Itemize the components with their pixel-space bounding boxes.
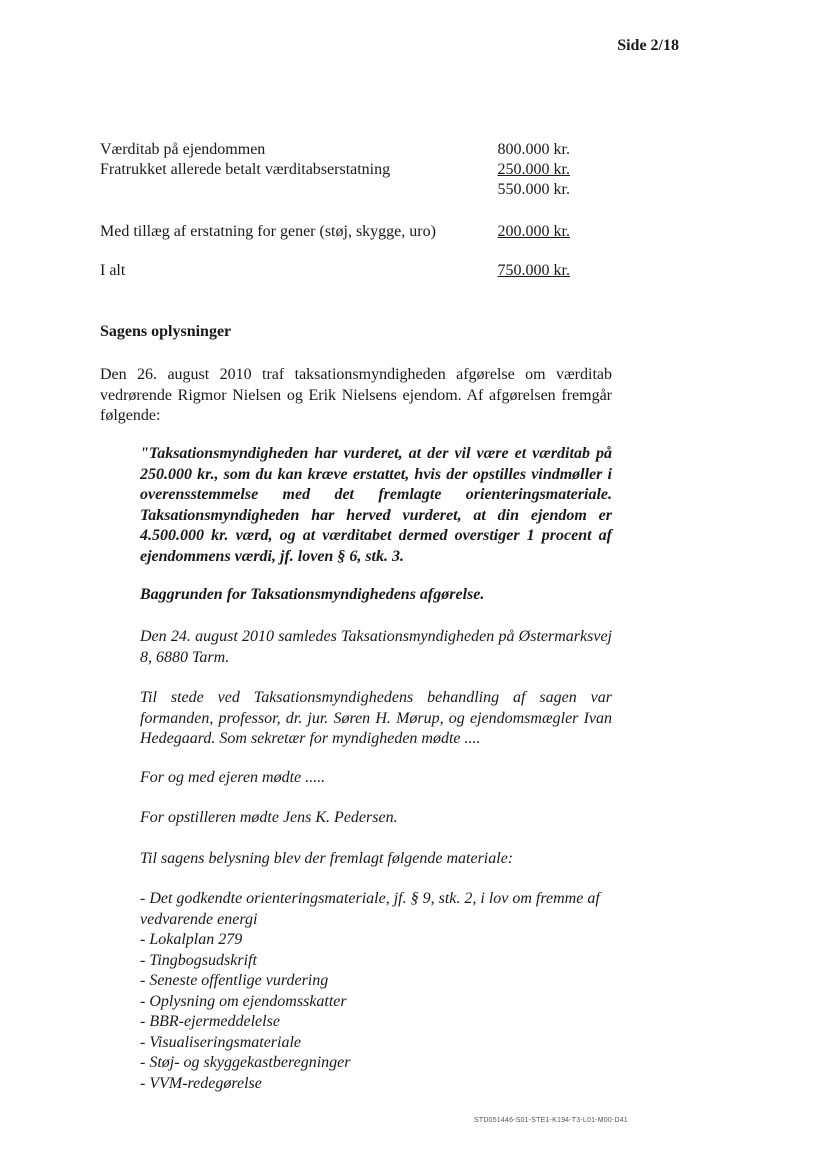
calc-label: Fratrukket allerede betalt værditabserstatning: [100, 161, 391, 178]
calc-amount: 550.000 kr.: [497, 181, 570, 198]
calc-row-total: [100, 262, 570, 282]
list-item: - Oplysning om ejendomsskatter: [140, 992, 347, 1010]
list-item: - Lokalplan 279: [140, 931, 243, 948]
calc-row-subtotal: [100, 181, 570, 201]
materials-list: [140, 889, 620, 1094]
calc-row-nuisance: [100, 223, 570, 243]
list-item: - BBR-ejermeddelelse: [140, 1013, 280, 1030]
quote-paragraph-meeting: Den 24. august 2010 samledes Taksationsmyndigheden på Østermarksvej 8, 6880 Tarm.: [140, 628, 612, 666]
calc-amount: 200.000 kr.: [497, 223, 570, 240]
quote-paragraph-attendees: Til stede ved Taksationsmyndighedens behandling af sagen var formanden, professor, dr. jur. Søren H. Mørup, og ejendomsmægler Ivan Hedegaard. Som sekretær for myndigheden mødte ....: [140, 689, 612, 747]
quote-paragraph-owner: For og med ejeren mødte .....: [140, 769, 326, 786]
list-item: - VVM-redegørelse: [140, 1074, 262, 1092]
quote-decision: "Taksationsmyndigheden har vurderet, at der vil være et værditab på 250.000 kr., som du kan kræve erstattet, hvis der opstilles vindmøller i overensstemmelse med det fremlagte orienteringsmateriale. Taksationsmyndigheden har herved vurderet, at din ejendom er 4.500.000 kr. værd, og at værditabet dermed overstiger 1 procent af ejendommens værdi, jf. loven § 6, stk. 3.: [140, 445, 612, 565]
calc-label: Med tillæg af erstatning for gener (støj, skygge, uro): [100, 223, 436, 240]
list-item: - Tingbogsudskrift: [140, 951, 257, 969]
calc-amount: 800.000 kr.: [497, 141, 570, 158]
calc-label: Værditab på ejendommen: [100, 141, 266, 158]
calc-row-value-loss: [100, 141, 570, 161]
list-item: - Seneste offentlige vurdering: [140, 972, 329, 989]
quote-paragraph-installer: For opstilleren mødte Jens K. Pedersen.: [140, 809, 398, 826]
calc-amount: 750.000 kr.: [497, 262, 570, 279]
intro-paragraph: Den 26. august 2010 traf taksationsmyndigheden afgørelse om værditab vedrørende Rigmor Nielsen og Erik Nielsens ejendom. Af afgørelsen fremgår følgende:: [100, 366, 612, 424]
list-item: - Støj- og skyggekastberegninger: [140, 1054, 351, 1071]
list-item: - Visualiseringsmateriale: [140, 1033, 302, 1051]
list-item: - Det godkendte orienteringsmateriale, jf. § 9, stk. 2, i lov om fremme af vedvarende energi: [140, 890, 600, 928]
calc-amount: 250.000 kr.: [497, 161, 570, 178]
page-number: Side 2/18: [617, 37, 679, 54]
calc-label: I alt: [100, 262, 126, 279]
section-heading: Sagens oplysninger: [100, 323, 232, 340]
quote-paragraph-materials-intro: Til sagens belysning blev der fremlagt følgende materiale:: [140, 850, 514, 867]
quote-heading: Baggrunden for Taksationsmyndighedens afgørelse.: [140, 586, 485, 603]
document-id-footer: STD051446-S01-STE1-K194-T3-L01-M00-D41: [474, 1117, 628, 1124]
calc-row-deducted: [100, 161, 570, 181]
